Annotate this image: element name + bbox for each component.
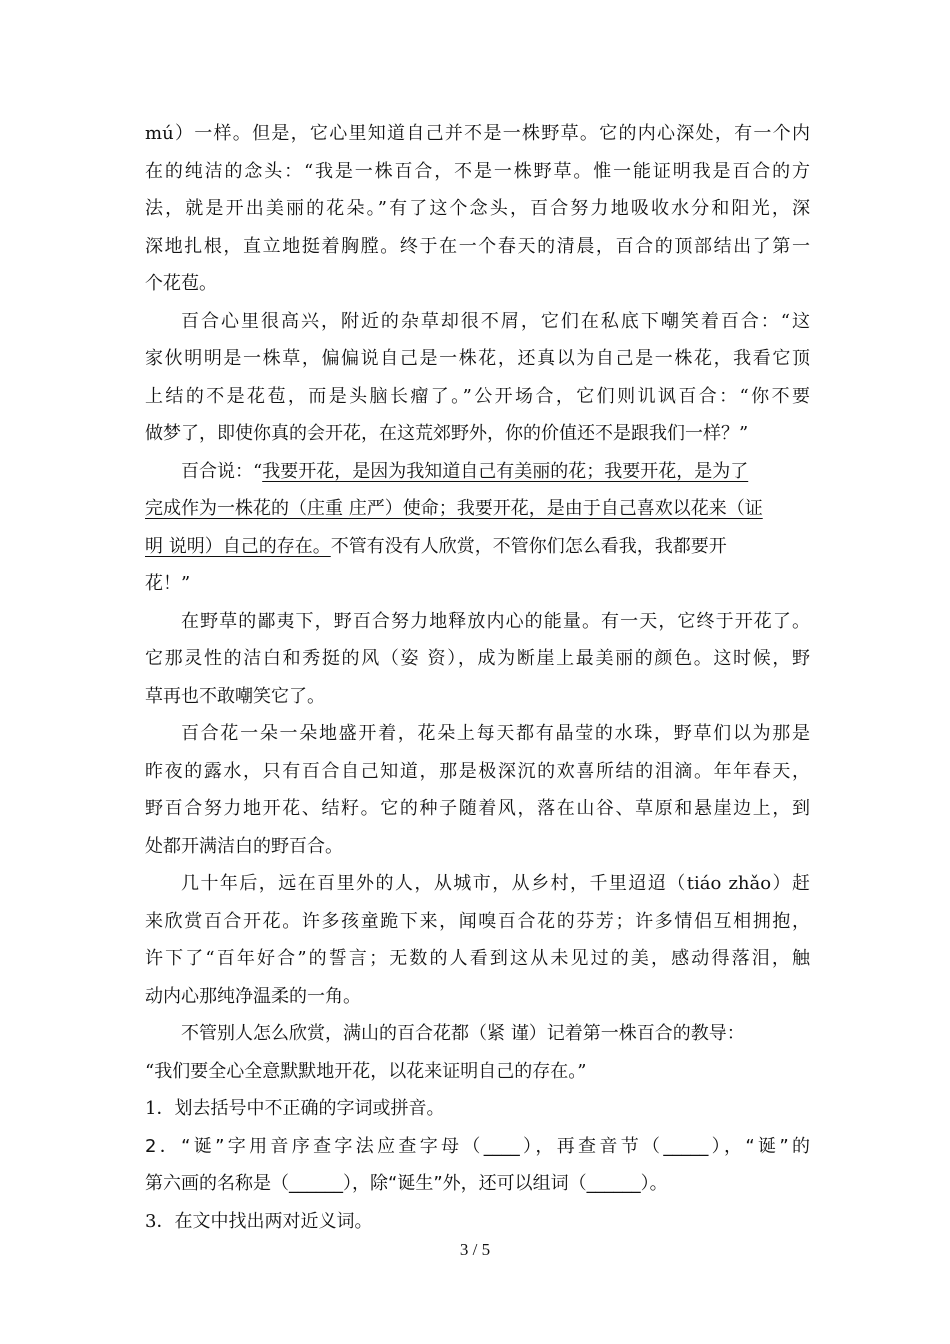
question-2-line-2: 第六画的名称是（______），除“诞生”外，还可以组词（______）。 [145, 1173, 668, 1194]
text-line: 在的纯洁的念头：“我是一株百合，不是一株野草。惟一能证明我是百合的方 [145, 160, 810, 182]
text-line: 动内心那纯净温柔的一角。 [145, 985, 361, 1007]
text-line: 几十年后，远在百里外的人，从城市，从乡村，千里迢迢（tiáo zhǎo）赶 [181, 873, 810, 894]
text-line: 野百合努力地开花、结籽。它的种子随着风，落在山谷、草原和悬崖边上，到 [145, 798, 810, 819]
text-line: 来欣赏百合开花。许多孩童跪下来，闻嗅百合花的芬芳；许多情侣互相拥抱， [145, 910, 810, 932]
text-line: 深地扎根，直立地挺着胸膛。终于在一个春天的清晨，百合的顶部结出了第一 [145, 235, 810, 257]
text-line: 在野草的鄙夷下，野百合努力地释放内心的能量。有一天，它终于开花了。 [181, 610, 810, 632]
text-line: 它那灵性的洁白和秀挺的风（姿 资），成为断崖上最美丽的颜色。这时候，野 [145, 648, 810, 669]
text-line: 花！” [145, 573, 191, 594]
text-line: 法，就是开出美丽的花朵。”有了这个念头，百合努力地吸收水分和阳光，深 [145, 198, 810, 219]
text-line: 上结的不是花苞，而是头脑长瘤了。”公开场合，它们则讥讽百合：“你不要 [145, 385, 810, 407]
text-line: 做梦了，即使你真的会开花，在这荒郊野外，你的价值还不是跟我们一样？” [145, 423, 749, 444]
question-2-line-1: 2．“诞”字用音序查字法应查字母（____），再查音节（_____），“诞”的 [145, 1135, 810, 1157]
underlined-sentence: 明 说明）自己的存在。 [145, 535, 331, 557]
questions-section [145, 1090, 810, 1240]
text-line: “我们要全心全意默默地开花，以花来证明自己的存在。” [145, 1060, 587, 1082]
text-line [145, 528, 810, 566]
paragraph-7 [145, 1015, 810, 1090]
paragraph-2 [145, 303, 810, 453]
paragraph-5 [145, 715, 810, 865]
question-1: 1．划去括号中不正确的字词或拼音。 [145, 1098, 445, 1119]
paragraph-1 [145, 115, 810, 303]
underlined-sentence: 我要开花，是因为我知道自己有美丽的花；我要开花，是为了 [262, 460, 749, 482]
text-line: 不管别人怎么欣赏，满山的百合花都（紧 谨）记着第一株百合的教导： [181, 1023, 745, 1044]
text-line: 处都开满洁白的野百合。 [145, 835, 343, 857]
question-3: 3．在文中找出两对近义词。 [145, 1210, 373, 1232]
paragraph-4 [145, 603, 810, 716]
text-line: 昨夜的露水，只有百合自己知道，那是极深沉的欢喜所结的泪滴。年年春天， [145, 760, 810, 782]
text-line: 个花苞。 [145, 273, 217, 294]
text-line [145, 490, 810, 528]
text-line: 许下了“百年好合”的誓言；无数的人看到这从未见过的美，感动得落泪，触 [145, 948, 810, 969]
text-line: 百合花一朵一朵地盛开着，花朵上每天都有晶莹的水珠，野草们以为那是 [181, 723, 810, 744]
text-segment: 不管有没有人欣赏，不管你们怎么看我，我都要开 [330, 535, 727, 557]
text-line [145, 453, 810, 491]
page-number: 3 / 5 [459, 1240, 491, 1259]
underlined-sentence: 完成作为一株花的（庄重 庄严）使命；我要开花，是由于自己喜欢以花来（证 [145, 498, 763, 519]
text-line: 百合心里很高兴，附近的杂草却很不屑，它们在私底下嘲笑着百合：“这 [181, 310, 810, 332]
text-line: 草再也不敢嘲笑它了。 [145, 685, 325, 707]
text-line: mú）一样。但是，它心里知道自己并不是一株野草。它的内心深处，有一个内 [145, 123, 810, 144]
paragraph-6 [145, 865, 810, 1015]
paragraph-3 [145, 453, 810, 603]
reading-passage [145, 115, 810, 1240]
text-segment: 百合说：“ [181, 460, 263, 482]
text-line: 家伙明明是一株草，偏偏说自己是一株花，还真以为自己是一株花，我看它顶 [145, 348, 810, 369]
